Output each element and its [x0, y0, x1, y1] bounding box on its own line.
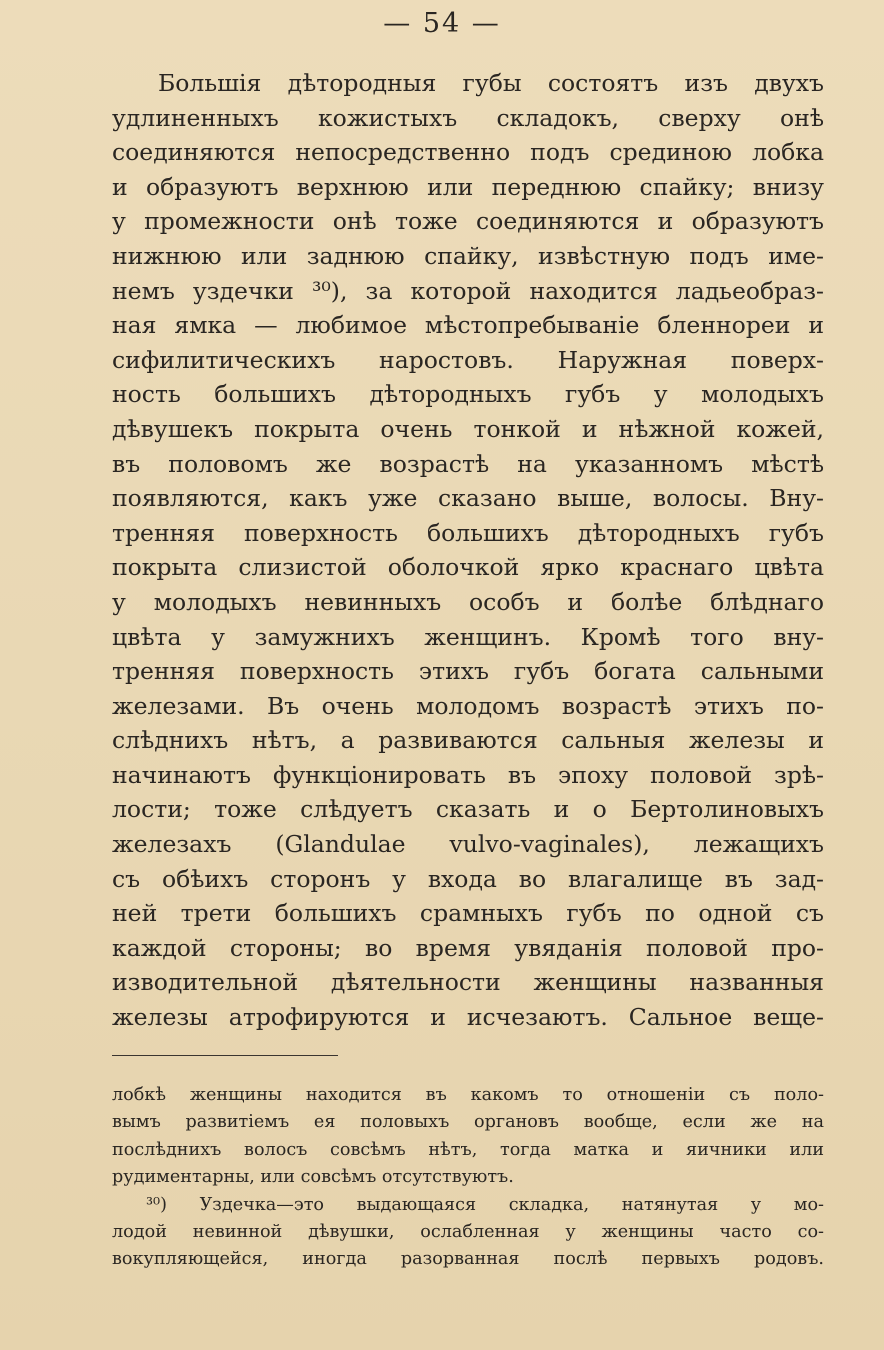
page-number: — 54 —: [383, 8, 501, 39]
footnote-line: лобкѣ женщины находится въ какомъ то отношеніи съ поло-: [112, 1085, 824, 1105]
text-line: у промежности онѣ тоже соединяются и образуютъ: [112, 207, 824, 236]
text-line: Большія дѣтородныя губы состоятъ изъ двухъ: [158, 69, 824, 97]
main-text: [112, 66, 824, 1035]
text-line: соединяются непосредственно подъ срединою лобка: [112, 138, 824, 167]
text-line: железами. Въ очень молодомъ возрастѣ этихъ по-: [112, 691, 824, 720]
text-line: въ половомъ же возрастѣ на указанномъ мѣстѣ: [112, 449, 824, 478]
footnote-line: рудиментарны, или совсѣмъ отсутствуютъ.: [112, 1167, 514, 1188]
text-line: нижнюю или заднюю спайку, извѣстную подъ име-: [112, 241, 824, 270]
text-line: тренняя поверхность этихъ губъ богата сальными: [112, 657, 824, 686]
text-line: цвѣта у замужнихъ женщинъ. Кромѣ того вну-: [112, 622, 824, 651]
footnote-line: послѣднихъ волосъ совсѣмъ нѣтъ, тогда матка и яичники или: [112, 1139, 824, 1160]
footnote-line: лодой невинной дѣвушки, ослабленная у женщины часто со-: [112, 1221, 824, 1242]
text-line: ность большихъ дѣтородныхъ губъ у молодыхъ: [112, 380, 824, 409]
text-line: лости; тоже слѣдуетъ сказать и о Бертолиновыхъ: [112, 795, 824, 824]
text-line: немъ уздечки ³⁰), за которой находится ладьеобраз-: [112, 276, 824, 305]
text-line: удлиненныхъ кожистыхъ складокъ, сверху онѣ: [112, 103, 824, 132]
text-line: тренняя поверхность большихъ дѣтородныхъ губъ: [112, 518, 824, 547]
text-line: и образуютъ верхнюю или переднюю спайку; внизу: [112, 172, 824, 201]
text-line: съ обѣихъ сторонъ у входа во влагалище въ зад-: [112, 864, 824, 893]
text-line: начинаютъ функціонировать въ эпоху половой зрѣ-: [112, 760, 824, 789]
footnote-line: вымъ развитіемъ ея половыхъ органовъ вообще, если же на: [112, 1112, 824, 1133]
text-line: железы атрофируются и исчезаютъ. Сальное веще-: [112, 1003, 824, 1032]
text-line: дѣвушекъ покрыта очень тонкой и нѣжной кожей,: [112, 414, 824, 443]
footnote-divider: [112, 1055, 338, 1056]
text-line: железахъ (Glandulae vulvo-vaginales), лежащихъ: [112, 830, 824, 859]
text-line: изводительной дѣятельности женщины названныя: [112, 968, 824, 997]
footnotes: [112, 1082, 824, 1274]
text-line: у молодыхъ невинныхъ особъ и болѣе блѣднаго: [112, 587, 824, 616]
text-line: ная ямка — любимое мѣстопребываніе бленнореи и: [112, 311, 824, 340]
text-line: каждой стороны; во время увяданія половой про-: [112, 933, 824, 962]
text-line: появляются, какъ уже сказано выше, волосы. Вну-: [112, 484, 824, 513]
footnote-line: ³⁰) Уздечка—это выдающаяся складка, натянутая у мо-: [146, 1194, 824, 1215]
text-line: слѣднихъ нѣтъ, а развиваются сальныя железы и: [112, 726, 824, 755]
text-line: сифилитическихъ наростовъ. Наружная поверх-: [112, 345, 824, 374]
text-line: покрыта слизистой оболочкой ярко краснаго цвѣта: [112, 553, 824, 582]
text-line: ней трети большихъ срамныхъ губъ по одной съ: [112, 899, 824, 928]
footnote-line: вокупляющейся, иногда разорванная послѣ первыхъ родовъ.: [112, 1249, 824, 1270]
